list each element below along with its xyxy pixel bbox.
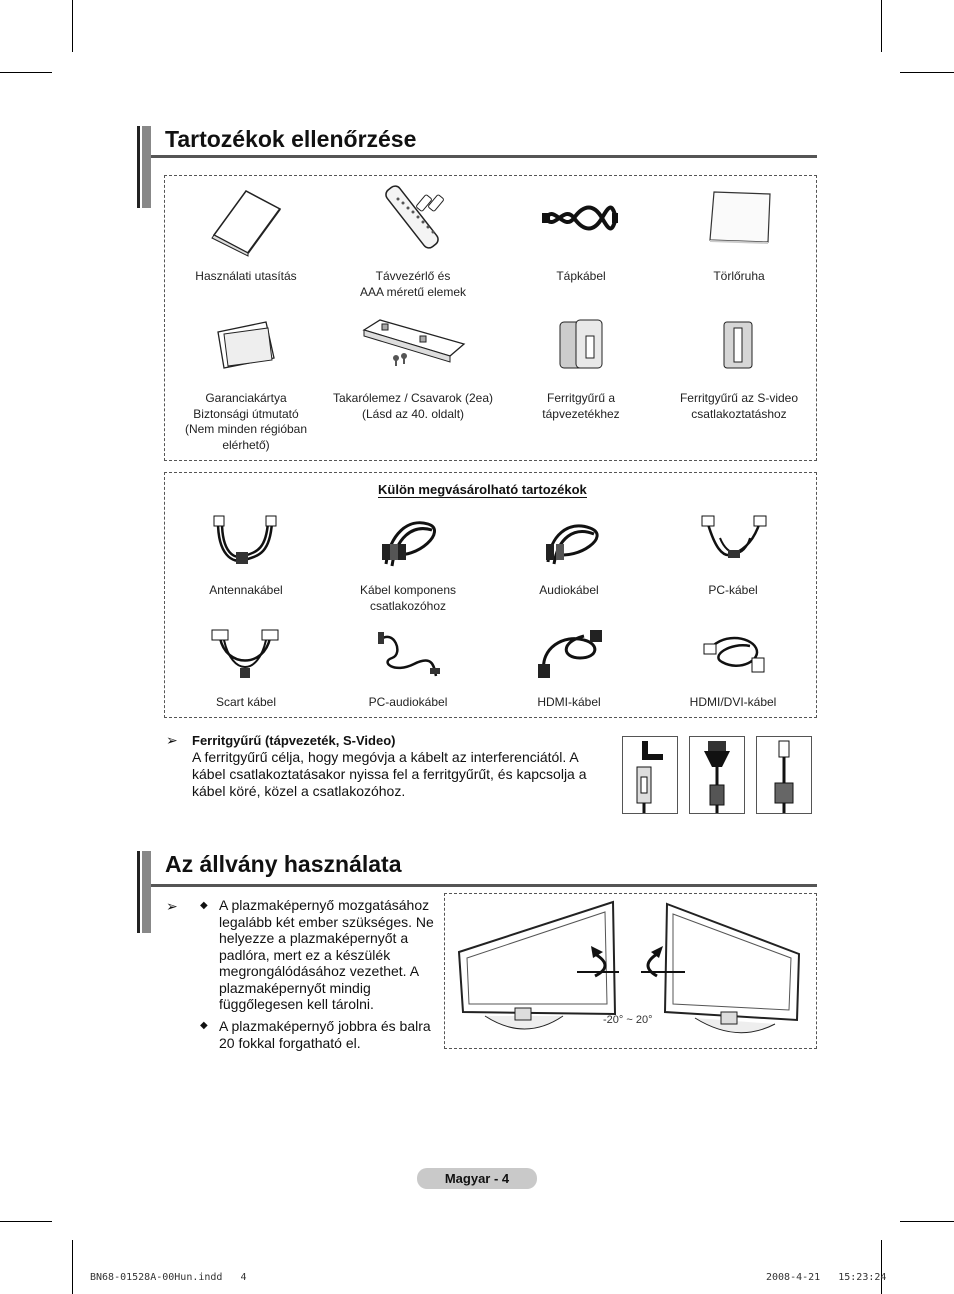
item-label-hdmi-cable: HDMI-kábel: [537, 695, 601, 709]
ferrite-illustration-box: [622, 736, 678, 814]
section-rule: [151, 884, 817, 887]
audio-cable-icon: [540, 516, 600, 568]
crop-mark: [881, 0, 882, 52]
crop-mark: [72, 0, 73, 52]
item-label-pc-audio-cable: PC-audiokábel: [368, 695, 448, 709]
stand-bullet-text: A plazmaképernyő mozgatásához legalább két ember szükséges. Ne helyezze a plazmaképernyőt a padlóra, mert ez a készülék megrongálódásához vezethet. A plazmaképernyőt mindig függőlegesen kell tárolni.: [219, 897, 434, 1012]
item-label-scart-cable: Scart kábel: [215, 695, 277, 709]
item-label-component-cable: Kábel komponens csatlakozóhoz: [359, 583, 457, 613]
section-title-accessories: Tartozékok ellenőrzése: [165, 126, 417, 152]
item-label-ferrite-power: Ferritgyűrű a tápvezetékhez: [542, 391, 620, 421]
component-cable-icon: [378, 514, 438, 570]
item-label-hdmi-dvi-cable: HDMI/DVI-kábel: [689, 695, 777, 709]
footer-timestamp: 2008-4-21 15:23:24: [766, 1272, 887, 1283]
antenna-cable-icon: [208, 514, 282, 570]
ferrite-illustration-box: [689, 736, 745, 814]
ferrite-core-svideo-icon: [720, 318, 756, 372]
page-number-badge: Magyar - 4: [417, 1168, 537, 1189]
section-marker: [137, 126, 151, 208]
remote-control-icon: [376, 183, 456, 253]
pc-audio-cable-icon: [374, 628, 442, 680]
arrow-right-icon: ➢: [166, 732, 178, 748]
ferrite-note-line: A ferritgyűrű célja, hogy megóvja a kábelt az interferenciától. A: [192, 749, 579, 765]
footer-filename: BN68-01528A-00Hun.indd 4: [90, 1272, 247, 1283]
item-label-audio-cable: Audiokábel: [539, 583, 599, 597]
pc-cable-icon: [700, 514, 768, 570]
manual-icon: [206, 185, 286, 257]
ferrite-core-power-icon: [556, 316, 606, 372]
section-rule: [151, 155, 817, 158]
crop-mark: [0, 1221, 52, 1222]
swivel-illustration-box: [444, 893, 817, 1049]
ferrite-illustration-box: [756, 736, 812, 814]
crop-mark: [881, 1240, 882, 1294]
scart-cable-icon: [210, 628, 280, 682]
item-label-manual: Használati utasítás: [195, 269, 297, 283]
power-cable-icon: [540, 198, 620, 238]
optional-accessories-heading: Külön megvásárolható tartozékok: [378, 482, 587, 497]
hdmi-cable-icon: [534, 628, 606, 680]
item-label-antenna-cable: Antennakábel: [209, 583, 283, 597]
crop-mark: [900, 72, 954, 73]
section-title-stand: Az állvány használata: [165, 851, 402, 877]
ferrite-note-heading: Ferritgyűrű (tápvezeték, S-Video): [192, 733, 396, 748]
crop-mark: [72, 1240, 73, 1294]
item-label-pc-cable: PC-kábel: [708, 583, 758, 597]
rotation-angle-label: -20° ~ 20°: [603, 1014, 653, 1026]
item-label-cloth: Törlőruha: [713, 269, 765, 283]
warranty-card-icon: [214, 318, 278, 370]
ferrite-note-line: kábel csatlakoztatásakor nyissa fel a ferritgyűrűt, és kapcsolja a: [192, 766, 587, 782]
crop-mark: [0, 72, 52, 73]
section-marker: [137, 851, 151, 933]
item-label-cover-plate: Takarólemez / Csavarok (2ea) (Lásd az 40. oldalt): [332, 391, 494, 421]
diamond-bullet-icon: ◆: [200, 900, 208, 911]
stand-bullet-text: A plazmaképernyő jobbra és balra 20 fokkal forgatható el.: [219, 1018, 431, 1051]
arrow-right-icon: ➢: [166, 898, 178, 914]
item-label-remote: Távvezérlő és AAA méretű elemek: [359, 269, 467, 299]
ferrite-note-line: kábel köré, közel a csatlakozóhoz.: [192, 783, 406, 799]
item-label-ferrite-svideo: Ferritgyűrű az S-video csatlakoztatáshoz: [679, 391, 799, 421]
hdmi-dvi-cable-icon: [700, 632, 768, 678]
crop-mark: [900, 1221, 954, 1222]
item-label-power-cable: Tápkábel: [556, 269, 606, 283]
cover-plate-screws-icon: [360, 316, 470, 368]
diamond-bullet-icon: ◆: [200, 1020, 208, 1031]
cleaning-cloth-icon: [706, 188, 776, 248]
item-label-warranty: Garanciakártya Biztonsági útmutató (Nem minden régióban elérhető): [184, 391, 308, 452]
